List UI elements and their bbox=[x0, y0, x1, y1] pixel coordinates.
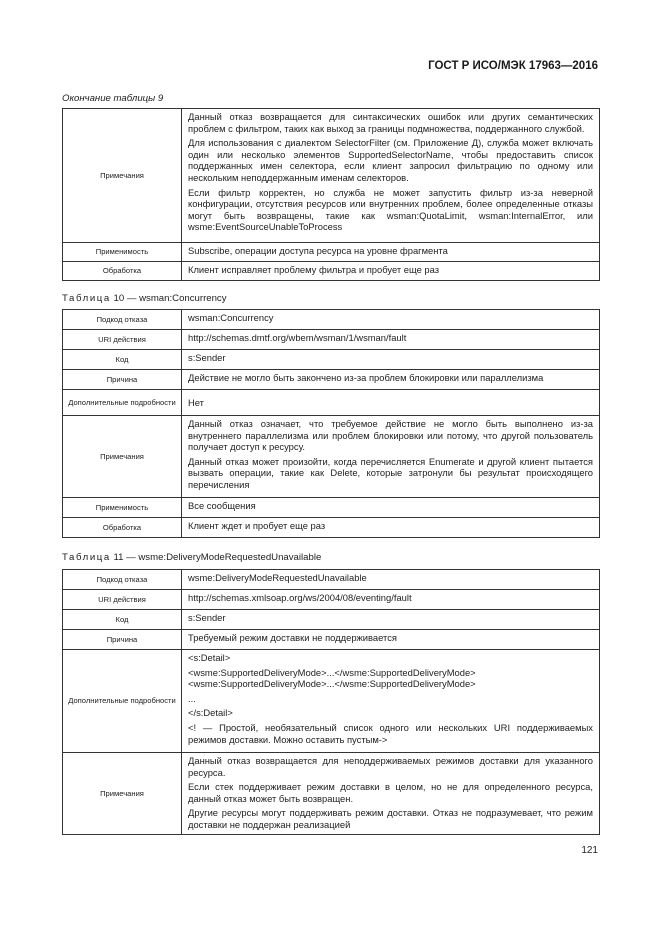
row-label: Применимость bbox=[63, 243, 182, 262]
row-label: Причина bbox=[63, 630, 182, 650]
table-9 bbox=[62, 108, 600, 281]
row-value bbox=[182, 518, 600, 538]
row-value bbox=[182, 370, 600, 390]
row-value bbox=[182, 753, 600, 835]
table-row bbox=[63, 630, 600, 650]
row-label: URI действия bbox=[63, 330, 182, 350]
row-value bbox=[182, 350, 600, 370]
paragraph: Subscribe, операции доступа ресурса на уровне фрагмента bbox=[188, 245, 448, 256]
row-value bbox=[182, 262, 600, 281]
row-value bbox=[182, 330, 600, 350]
table-row bbox=[63, 243, 600, 262]
paragraph: wsman:Concurrency bbox=[188, 312, 274, 323]
table-10-caption: Таблица 10 — wsman:Concurrency bbox=[62, 293, 227, 304]
paragraph: http://schemas.xmlsoap.org/ws/2004/08/eventing/fault bbox=[188, 592, 412, 603]
row-value bbox=[182, 590, 600, 610]
row-value bbox=[182, 498, 600, 518]
row-value bbox=[182, 243, 600, 262]
paragraph: Данный отказ возвращается для синтаксических ошибок или других семантических проблем с фильтром, таких как выход за границы подмножества, поддержанного службой. bbox=[188, 111, 593, 134]
table-row bbox=[63, 370, 600, 390]
paragraph: Клиент исправляет проблему фильтра и пробует еще раз bbox=[188, 264, 440, 275]
row-label: Обработка bbox=[63, 262, 182, 281]
paragraph: Если стек поддерживает режим доставки в целом, но не для определенного ресурса, данный отказ может быть возвращен. bbox=[188, 781, 593, 804]
table-9-caption: Окончание таблицы 9 bbox=[62, 93, 164, 104]
page-number: 121 bbox=[581, 845, 598, 856]
row-label: Примечания bbox=[63, 416, 182, 498]
paragraph: <wsme:SupportedDeliveryMode>...</wsme:SupportedDeliveryMode><wsme:SupportedDeliveryMode>...</wsme:SupportedDeliveryMode> bbox=[188, 666, 476, 690]
table-row bbox=[63, 390, 600, 416]
table-row bbox=[63, 262, 600, 281]
row-value bbox=[182, 109, 600, 243]
row-label: Примечания bbox=[63, 109, 182, 243]
table-row bbox=[63, 570, 600, 590]
row-label: Подкод отказа bbox=[63, 310, 182, 330]
row-value bbox=[182, 310, 600, 330]
table-10 bbox=[62, 309, 600, 538]
document-header: ГОСТ Р ИСО/МЭК 17963—2016 bbox=[428, 60, 598, 72]
row-value bbox=[182, 630, 600, 650]
row-value bbox=[182, 570, 600, 590]
row-label: Дополнительные подробности bbox=[63, 390, 182, 416]
table-11 bbox=[62, 569, 600, 835]
row-label: Код bbox=[63, 350, 182, 370]
table-row bbox=[63, 350, 600, 370]
paragraph: Данный отказ означает, что требуемое действие не могло быть выполнено из-за внутреннего параллелизма или проблем блокировки или потому, что другой пользователь получает доступ к ресурсу. bbox=[188, 418, 593, 453]
row-value bbox=[182, 416, 600, 498]
paragraph: Данный отказ возвращается для неподдерживаемых режимов доставки для указанного ресурса. bbox=[188, 755, 593, 778]
row-value bbox=[182, 610, 600, 630]
table-row bbox=[63, 610, 600, 630]
paragraph: Данный отказ может произойти, когда перечисляется Enumerate и другой клиент пытается вызвать операции, такие как Delete, которые затронули бы результат происходящего перечисления bbox=[188, 455, 593, 490]
table-row bbox=[63, 498, 600, 518]
row-label: Обработка bbox=[63, 518, 182, 538]
paragraph: Для использования с диалектом SelectorFilter (см. Приложение Д), служба может включать один или несколько элементов SupportedSelectorName, чтобы предоставить список поддержанных имен селектора, если клиент запросил фильтрацию по одному или нескольким неподдержанным именам селекторов. bbox=[188, 137, 593, 183]
paragraph: ... bbox=[188, 692, 196, 704]
table-row bbox=[63, 310, 600, 330]
paragraph: Действие не могло быть закончено из-за проблем блокировки или параллелизма bbox=[188, 372, 544, 383]
row-value bbox=[182, 390, 600, 416]
row-label: Причина bbox=[63, 370, 182, 390]
paragraph: Все сообщения bbox=[188, 500, 256, 511]
table-row bbox=[63, 650, 600, 753]
table-row bbox=[63, 109, 600, 243]
row-label: Подкод отказа bbox=[63, 570, 182, 590]
table-row bbox=[63, 518, 600, 538]
table-11-caption: Таблица 11 — wsme:DeliveryModeRequestedUnavailable bbox=[62, 552, 322, 563]
paragraph: Нет bbox=[188, 396, 204, 408]
paragraph: Требуемый режим доставки не поддерживается bbox=[188, 632, 397, 643]
row-label: Примечания bbox=[63, 753, 182, 835]
row-label: Дополнительные подробности bbox=[63, 650, 182, 753]
paragraph: </s:Detail> bbox=[188, 707, 233, 719]
table-row bbox=[63, 590, 600, 610]
paragraph: s:Sender bbox=[188, 352, 226, 363]
row-value bbox=[182, 650, 600, 753]
paragraph: <! — Простой, необязательный список одного или нескольких URI поддерживаемых режимов доставки. Можно оставить пустым-> bbox=[188, 721, 593, 745]
paragraph: http://schemas.dmtf.org/wbem/wsman/1/wsman/fault bbox=[188, 332, 407, 343]
table-row bbox=[63, 330, 600, 350]
paragraph: s:Sender bbox=[188, 612, 226, 623]
paragraph: Клиент ждет и пробует еще раз bbox=[188, 520, 326, 531]
row-label: Применимость bbox=[63, 498, 182, 518]
paragraph: wsme:DeliveryModeRequestedUnavailable bbox=[188, 572, 367, 583]
row-label: URI действия bbox=[63, 590, 182, 610]
row-label: Код bbox=[63, 610, 182, 630]
paragraph: <s:Detail> bbox=[188, 652, 231, 663]
table-row bbox=[63, 416, 600, 498]
table-row bbox=[63, 753, 600, 835]
paragraph: Если фильтр корректен, но служба не может запустить фильтр из-за неверной конфигурации, отсутствия ресурсов или внутренних проблем, более определенные отказы могут быть возвращены, такие как wsman:QuotaLimit, wsman:InternalError, или wsme:EventSourceUnableToProcess bbox=[188, 186, 593, 233]
paragraph: Другие ресурсы могут поддерживать режим доставки. Отказ не подразумевает, что режим доставки не поддержан реализацией bbox=[188, 807, 593, 830]
